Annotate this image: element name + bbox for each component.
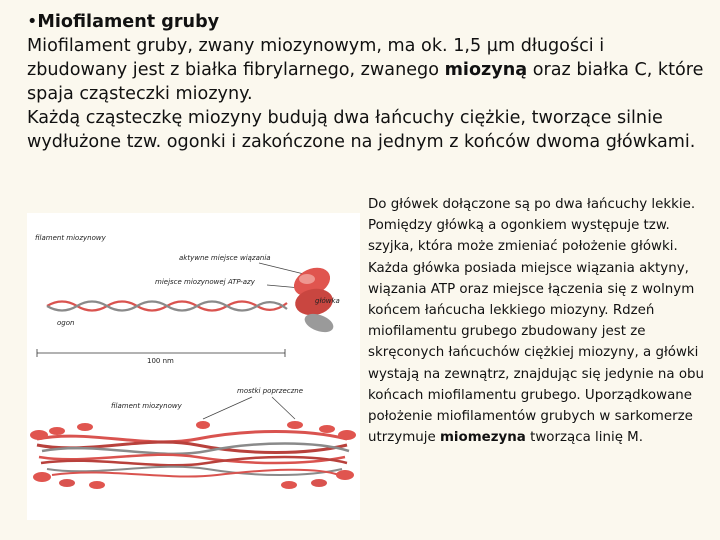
label-head: główka (315, 297, 340, 305)
intro-text-2: oraz białka C, które spaja cząsteczki miozyny. (27, 60, 704, 104)
thick-filament (30, 421, 356, 489)
label-active-site: aktywne miejsce wiązania (179, 254, 271, 262)
label-filament-top: filament miozynowy (35, 234, 106, 242)
myosin-tail (47, 302, 287, 311)
side-paragraph (368, 194, 713, 448)
label-bridges: mostki poprzeczne (237, 387, 304, 395)
side-text-1: Do główek dołączone są po dwa łańcuchy lekkie. Pomiędzy główką a ogonkiem występuje tzw. szyjka, która może zmieniać położenie główki. Każda główka posiada miejsce wiązania aktyny, wiązania ATP oraz miejsce łączenia się z wolnym końcem łańcucha lekkiego miozyny. Rdzeń miofilamentu grubego zbudowany jest ze skręconych łańcuchów ciężkiej miozyny, a główki wystają na zewnątrz, znajdując się jedynie na obu końcach miofilamentu grubego. Uporządkowane położenie miofilamentów grubych w sarkomerze utrzymuje (368, 197, 705, 446)
side-text-2: tworząca linię M. (525, 430, 643, 446)
label-length: 100 nm (147, 357, 174, 365)
intro-bold-term: miozyną (444, 60, 528, 80)
myosin-diagram (27, 213, 360, 520)
myosin-figure (27, 213, 360, 520)
main-text-block (27, 10, 707, 154)
intro-text-1: Miofilament gruby, zwany miozynowym, ma ok. 1,5 µm długości i zbudowany jest z białka fibrylarnego, zwanego (27, 36, 605, 80)
side-bold-term: miomezyna (439, 430, 526, 446)
label-atp-site: miejsce miozynowej ATP-azy (155, 278, 255, 286)
label-tail: ogon (57, 319, 75, 327)
section-heading (27, 10, 707, 34)
intro-paragraph (27, 34, 707, 106)
second-paragraph: Każdą cząsteczkę miozyny budują dwa łańcuchy ciężkie, tworzące silnie wydłużone tzw. ogonki i zakończone na jednym z końców dwoma główkami. (27, 108, 696, 152)
label-filament-bottom: filament miozynowy (111, 402, 182, 410)
heading-title: Miofilament gruby (37, 12, 220, 32)
bullet: • (27, 12, 38, 32)
